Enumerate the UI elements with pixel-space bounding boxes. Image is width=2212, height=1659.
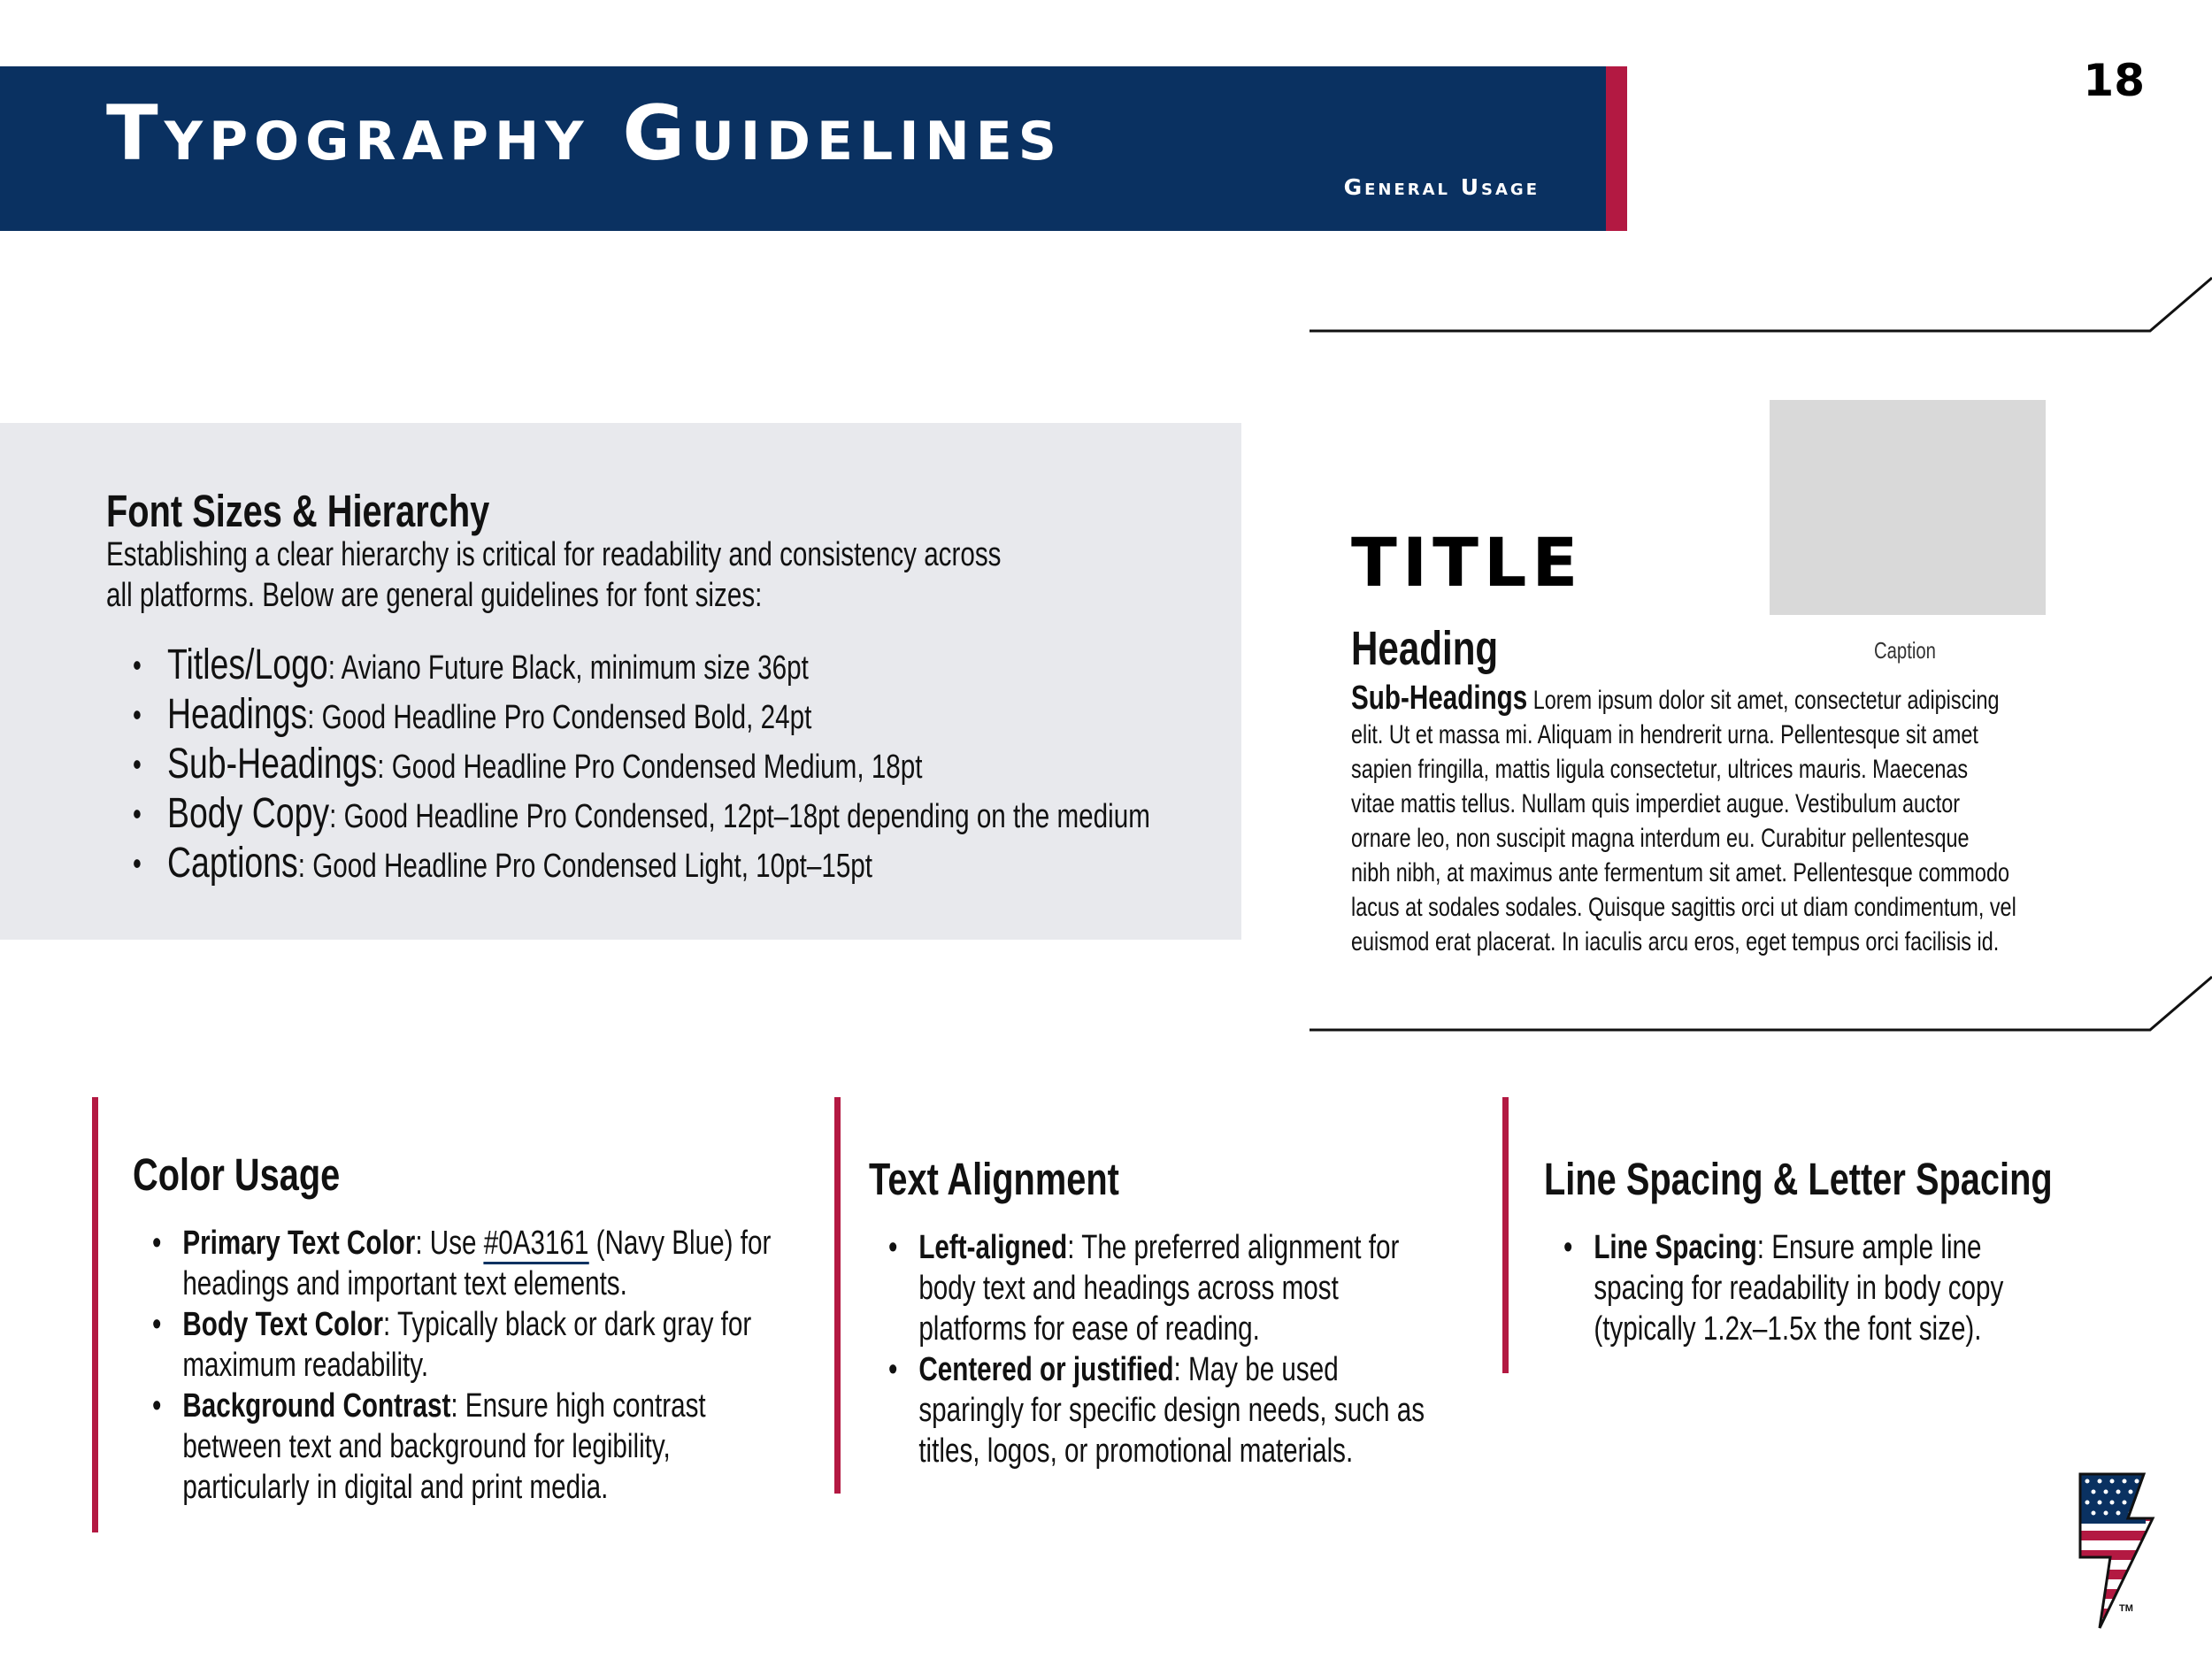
sample-body-text: Lorem ipsum dolor sit amet, consectetur adipiscing	[1527, 686, 2000, 715]
hierarchy-intro-line: all platforms. Below are general guidelines for font sizes:	[106, 577, 763, 614]
list-item-term: Body Copy	[167, 790, 330, 837]
list-item	[152, 1386, 771, 1508]
list-item-term: Captions	[167, 840, 298, 887]
sample-body-line: elit. Ut et massa mi. Aliquam in hendrerit urna. Pellentesque sit amet	[1351, 720, 1978, 749]
hierarchy-intro-line: Establishing a clear hierarchy is critical for readability and consistency across	[106, 536, 1002, 573]
spacing-title: Line Spacing & Letter Spacing	[1544, 1154, 2053, 1204]
spacing-list	[1563, 1227, 2003, 1349]
sample-body	[1351, 681, 2016, 959]
list-item-term: Background Contrast	[182, 1387, 451, 1425]
sample-caption: Caption	[1874, 637, 1936, 664]
list-item	[888, 1227, 1425, 1349]
trademark-mark: TM	[2119, 1603, 2133, 1614]
list-item-text: : Ensure high contrast	[450, 1387, 706, 1425]
list-item	[133, 839, 1150, 888]
text-alignment-title: Text Alignment	[869, 1154, 1119, 1204]
color-usage-accent-bar	[92, 1097, 98, 1532]
page-number: 18	[2083, 55, 2145, 106]
sample-heading: Heading	[1351, 622, 1499, 675]
list-item	[888, 1349, 1425, 1471]
list-item-text: sparingly for specific design needs, such as	[918, 1392, 1425, 1429]
list-item-desc: : Good Headline Pro Condensed Medium, 18pt	[377, 749, 923, 786]
sample-body-line: nibh nibh, at maximus ante fermentum sit amet. Pellentesque commodo	[1351, 858, 2009, 887]
list-item-text: (typically 1.2x–1.5x the font size).	[1594, 1310, 1982, 1348]
list-item-text: : Ensure ample line	[1756, 1229, 1982, 1266]
list-item	[133, 690, 1150, 740]
top-divider-line	[1310, 274, 2212, 336]
sample-subheading: Sub-Headings	[1351, 680, 1528, 717]
list-item	[133, 789, 1150, 839]
page-title: Typography Guidelines	[106, 89, 1063, 178]
hierarchy-title: Font Sizes & Hierarchy	[106, 486, 490, 536]
list-item-text: : Typically black or dark gray for	[383, 1306, 752, 1343]
sample-body-line: ornare leo, non suscipit magna interdum eu. Curabitur pellentesque	[1351, 824, 1970, 853]
list-item-desc: : Good Headline Pro Condensed Bold, 24pt	[307, 699, 812, 736]
list-item-desc: : Aviano Future Black, minimum size 36pt	[327, 649, 809, 687]
page-subtitle: General Usage	[1343, 174, 1540, 200]
list-item-desc: : Good Headline Pro Condensed Light, 10pt–15pt	[297, 848, 873, 885]
list-item-text: between text and background for legibility,	[182, 1428, 671, 1465]
color-usage-title: Color Usage	[133, 1149, 341, 1200]
list-item-term: Line Spacing	[1594, 1229, 1757, 1266]
bottom-divider-line	[1310, 973, 2212, 1035]
list-item-text: platforms for ease of reading.	[918, 1310, 1260, 1348]
header-accent-bar	[1606, 66, 1627, 231]
list-item-text: : Use	[415, 1225, 484, 1262]
list-item-desc: : Good Headline Pro Condensed, 12pt–18pt depending on the medium	[329, 798, 1150, 835]
list-item-term: Left-aligned	[918, 1229, 1068, 1266]
list-item	[133, 740, 1150, 789]
navy-hex-link[interactable]: #0A3161	[484, 1225, 589, 1264]
list-item-text: (Navy Blue) for	[588, 1225, 772, 1262]
list-item	[152, 1304, 771, 1386]
list-item	[133, 641, 1150, 690]
sample-image-placeholder	[1770, 400, 2046, 615]
list-item	[1563, 1227, 2003, 1349]
list-item-term: Titles/Logo	[167, 641, 328, 688]
list-item-text: maximum readability.	[182, 1347, 429, 1384]
color-usage-list	[152, 1223, 771, 1508]
sample-body-line: vitae mattis tellus. Nullam quis imperdiet augue. Vestibulum auctor	[1351, 789, 1961, 818]
list-item	[152, 1223, 771, 1304]
hierarchy-intro	[106, 534, 1002, 616]
sample-body-line: lacus at sodales sodales. Quisque sagittis orci ut diam condimentum, vel	[1351, 893, 2016, 922]
list-item-term: Sub-Headings	[167, 741, 378, 787]
list-item-text: headings and important text elements.	[182, 1265, 627, 1302]
list-item-text: body text and headings across most	[918, 1270, 1339, 1307]
spacing-accent-bar	[1502, 1097, 1509, 1373]
sample-title: TITLE	[1351, 523, 1584, 602]
list-item-term: Primary Text Color	[182, 1225, 416, 1262]
hierarchy-list	[133, 641, 1150, 888]
list-item-term: Centered or justified	[918, 1351, 1174, 1388]
list-item-text: titles, logos, or promotional materials.	[918, 1432, 1354, 1470]
text-alignment-list	[888, 1227, 1425, 1471]
sample-body-line: euismod erat placerat. In iaculis arcu eros, eget tempus orci facilisis id.	[1351, 927, 2000, 956]
list-item-text: spacing for readability in body copy	[1594, 1270, 2004, 1307]
list-item-term: Body Text Color	[182, 1306, 384, 1343]
list-item-term: Headings	[167, 691, 308, 738]
text-alignment-accent-bar	[834, 1097, 841, 1494]
sample-body-line: sapien fringilla, mattis ligula consectetur, ultrices mauris. Maecenas	[1351, 755, 1969, 784]
list-item-text: : The preferred alignment for	[1067, 1229, 1400, 1266]
sample-body-line	[1351, 681, 2016, 718]
list-item-text: : May be used	[1173, 1351, 1339, 1388]
list-item-text: particularly in digital and print media.	[182, 1469, 609, 1506]
